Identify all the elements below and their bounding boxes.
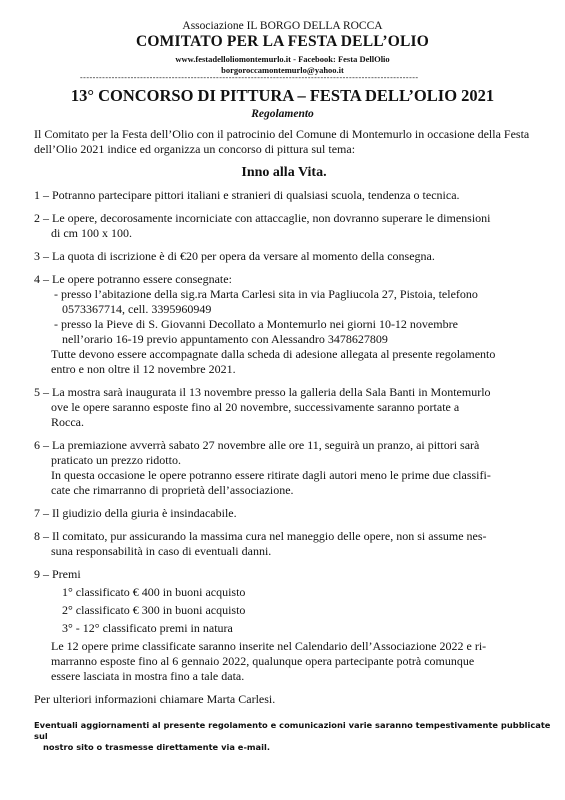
rule-4	[34, 272, 534, 377]
rule-8	[34, 529, 534, 559]
rule-9	[34, 567, 534, 684]
rule-9-line-3: essere lasciata in mostra fino a tale data.	[51, 669, 245, 683]
rule-9-heading: 9 – Premi	[34, 567, 81, 581]
rule-2	[34, 211, 534, 241]
document-subtitle: Regolamento	[251, 108, 314, 120]
rule-9-line-2: marranno esposte fino al 6 gennaio 2022, qualunque opera partecipante potrà comunque	[51, 654, 475, 668]
website-line: www.festadelloliomontemurlo.it - Facebook: Festa DellOlio	[175, 54, 390, 64]
committee-heading: COMITATO PER LA FESTA DELL’OLIO	[135, 33, 430, 50]
rule-3-text: 3 – La quota di iscrizione è di €20 per opera da versare al momento della consegna.	[34, 249, 435, 263]
theme-title: Inno alla Vita.	[241, 165, 327, 180]
rule-5	[34, 385, 534, 430]
rule-8-line-1: 8 – Il comitato, pur assicurando la massima cura nel maneggio delle opere, non si assume nes-	[34, 529, 487, 543]
rule-4-option-a-line-2: 0573367714, cell. 3395960949	[62, 302, 212, 316]
dashed-separator: -----------------------------------------------------------------------------------------------------------	[80, 73, 419, 82]
prize-1: 1° classificato € 400 in buoni acquisto	[62, 585, 246, 599]
intro-paragraph: Il Comitato per la Festa dell’Olio con il patrocinio del Comune di Montemurlo in occasione della Festa dell’Olio 2021 indice ed organizza un concorso di pittura sul tema:	[34, 127, 530, 156]
prize-3: 3° - 12° classificato premi in natura	[62, 621, 233, 635]
rule-8-line-2: suna responsabilità in caso di eventuali danni.	[51, 544, 272, 558]
rule-4-option-a-line-1: - presso l’abitazione della sig.ra Marta Carlesi sita in via Pagliucola 27, Pistoia, telefono	[54, 287, 478, 301]
footer-line-1: Eventuali aggiornamenti al presente regolamento e comunicazioni varie saranno tempestivamente pubblicate sul	[34, 720, 551, 741]
footer-note	[34, 720, 554, 753]
rule-2-line-2: di cm 100 x 100.	[51, 226, 132, 240]
prize-2: 2° classificato € 300 in buoni acquisto	[62, 603, 246, 617]
info-line: Per ulteriori informazioni chiamare Marta Carlesi.	[34, 692, 276, 706]
rule-3	[34, 249, 534, 264]
rule-4-line-1: 4 – Le opere potranno essere consegnate:	[34, 272, 232, 286]
rule-5-line-1: 5 – La mostra sarà inaugurata il 13 novembre presso la galleria della Sala Banti in Montemurlo	[34, 385, 491, 399]
rule-1	[34, 188, 534, 203]
rules-body	[34, 127, 534, 715]
rule-6-line-4: cate che rimarranno di proprietà dell’associazione.	[51, 483, 294, 497]
rule-9-line-1: Le 12 opere prime classificate saranno inserite nel Calendario dell’Associazione 2022 e ri-	[51, 639, 487, 653]
document-title: 13° CONCORSO DI PITTURA – FESTA DELL’OLIO 2021	[70, 86, 495, 105]
rule-7	[34, 506, 534, 521]
footer-line-2: nostro sito o trasmesse direttamente via e-mail.	[43, 742, 270, 752]
rule-4-note-line-2: entro e non oltre il 12 novembre 2021.	[51, 362, 236, 376]
rule-2-line-1: 2 – Le opere, decorosamente incorniciate con attaccaglie, non dovranno superare le dimensioni	[34, 211, 491, 225]
email-line: borgoroccamontemurlo@yahoo.it	[221, 65, 344, 75]
rule-6-line-1: 6 – La premiazione avverrà sabato 27 novembre alle ore 11, seguirà un pranzo, ai pittori sarà	[34, 438, 480, 452]
association-name: Associazione IL BORGO DELLA ROCCA	[182, 20, 383, 32]
rule-6	[34, 438, 534, 498]
rule-1-text: 1 – Potranno partecipare pittori italiani e stranieri di qualsiasi scuola, tendenza o tecnica.	[34, 188, 460, 202]
rule-6-line-2: praticato un prezzo ridotto.	[51, 453, 181, 467]
rule-5-line-3: Rocca.	[51, 415, 84, 429]
rule-4-option-b-line-2: nell’orario 16-19 previo appuntamento con Alessandro 3478627809	[62, 332, 388, 346]
rule-6-line-3: In questa occasione le opere potranno essere ritirate dagli autori meno le prime due classifi-	[51, 468, 491, 482]
rule-5-line-2: ove le opere saranno esposte fino al 20 novembre, successivamente saranno portate a	[51, 400, 460, 414]
rule-4-option-b-line-1: - presso la Pieve di S. Giovanni Decollato a Montemurlo nei giorni 10-12 novembre	[54, 317, 458, 331]
rule-4-note-line-1: Tutte devono essere accompagnate dalla scheda di adesione allegata al presente regolamento	[51, 347, 496, 361]
rule-7-text: 7 – Il giudizio della giuria è insindacabile.	[34, 506, 237, 520]
